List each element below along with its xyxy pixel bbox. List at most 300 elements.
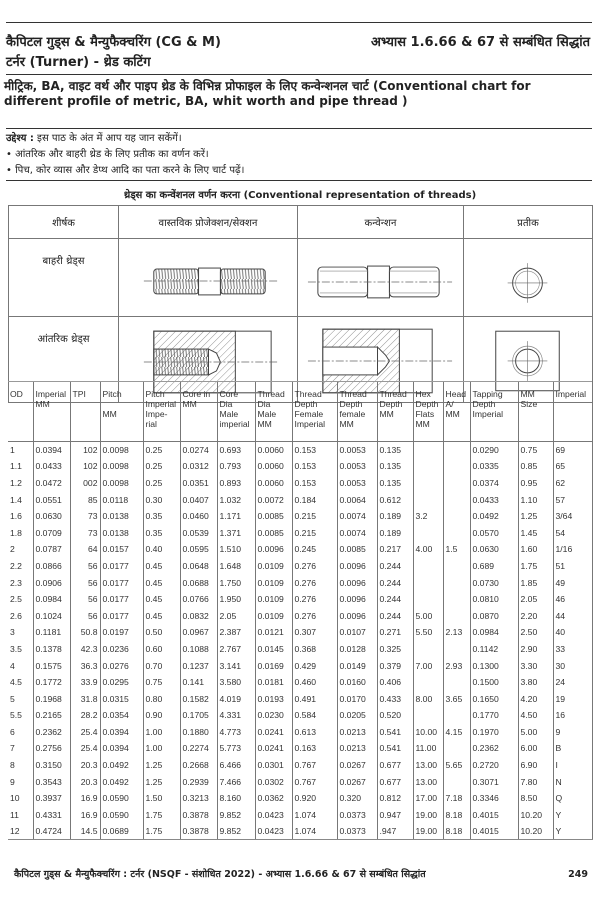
- table-cell: 0.0267: [337, 757, 377, 774]
- table-cell: 3.5: [10, 643, 22, 654]
- table-cell: 0.276: [292, 591, 337, 608]
- table-cell: I: [553, 757, 592, 774]
- col-header: शीर्षक: [9, 206, 119, 239]
- table-cell: 0.35: [143, 524, 180, 541]
- table-row: [8, 773, 592, 790]
- table-cell: 0.70: [143, 657, 180, 674]
- page-number: 249: [568, 869, 588, 880]
- table-cell: 0.1968: [33, 690, 70, 707]
- table-cell: [413, 574, 443, 591]
- table-cell: 17.00: [413, 790, 443, 807]
- table-cell: Y: [553, 807, 592, 824]
- table-cell: 0.1650: [470, 690, 518, 707]
- table-cell: 11: [10, 809, 19, 820]
- table-cell: 0.0492: [100, 773, 143, 790]
- table-cell: 0.693: [217, 442, 255, 459]
- table-cell: 0.0351: [180, 475, 217, 492]
- table-cell: 0.217: [377, 541, 413, 558]
- table-row: [8, 624, 592, 641]
- table-cell: 3.30: [518, 657, 553, 674]
- objective-item: पिच, कोर व्यास और डेप्थ आदि का पता करने के लिए चार्ट पढ़ें।: [15, 165, 245, 176]
- table-cell: 0.0374: [470, 475, 518, 492]
- table-cell: 0.90: [143, 707, 180, 724]
- table-cell: [413, 707, 443, 724]
- table-cell: 0.0170: [337, 690, 377, 707]
- table-cell: N: [553, 773, 592, 790]
- table-cell: 0.0433: [33, 458, 70, 475]
- table-cell: 0.0096: [337, 607, 377, 624]
- table-cell: 0.0074: [337, 524, 377, 541]
- table-row: [8, 641, 592, 658]
- table-cell: 0.3878: [180, 807, 217, 824]
- table-cell: 33: [553, 641, 592, 658]
- table-cell: 0.0053: [337, 442, 377, 459]
- table-cell: [443, 558, 470, 575]
- table-cell: 0.0109: [255, 607, 292, 624]
- table-cell: 0.0121: [255, 624, 292, 641]
- table-cell: 4.5: [10, 677, 22, 688]
- table-cell: 0.491: [292, 690, 337, 707]
- table-cell: 0.3543: [33, 773, 70, 790]
- column-header: Pitch Imperial Impe-rial: [143, 382, 180, 442]
- column-header: Imperial MM: [33, 382, 70, 442]
- table-cell: 56: [70, 591, 100, 608]
- column-header: Thread Depth MM: [377, 382, 413, 442]
- table-cell: 7.00: [413, 657, 443, 674]
- table-cell: 0.2939: [180, 773, 217, 790]
- table-cell: 0.45: [143, 574, 180, 591]
- column-header: MM Size: [518, 382, 553, 442]
- table-row: [8, 690, 592, 707]
- table-cell: 0.0394: [33, 442, 70, 459]
- table-cell: 0.320: [337, 790, 377, 807]
- table-cell: 7: [10, 743, 15, 754]
- table-row: [8, 823, 592, 840]
- table-cell: 85: [70, 491, 100, 508]
- table-cell: [443, 458, 470, 475]
- table-cell: 0.0177: [100, 574, 143, 591]
- table-cell: 0.1582: [180, 690, 217, 707]
- footer-text: कैपिटल गुड्स & मैन्युफैक्चरिंग : टर्नर (NSQF - संशोधित 2022) - अभ्यास 1.6.66 & 67 से सम्बंधित सिद्धांत: [14, 869, 426, 880]
- table-cell: 0.0290: [470, 442, 518, 459]
- table-cell: 0.0085: [255, 508, 292, 525]
- table-cell: [413, 524, 443, 541]
- table-cell: 69: [553, 442, 592, 459]
- table-cell: 0.244: [377, 574, 413, 591]
- table-cell: 28.2: [70, 707, 100, 724]
- table-cell: 0.0072: [255, 491, 292, 508]
- table-cell: 0.95: [518, 475, 553, 492]
- table-cell: [443, 591, 470, 608]
- table-cell: 0.0539: [180, 524, 217, 541]
- table-cell: 0.0590: [100, 790, 143, 807]
- rule: [6, 74, 592, 75]
- table-cell: 1.50: [143, 790, 180, 807]
- table-cell: 1.4: [10, 494, 22, 505]
- table-cell: 0.1237: [180, 657, 217, 674]
- table-cell: 2.6: [10, 610, 22, 621]
- table-cell: 0.0570: [470, 524, 518, 541]
- table-cell: 0.0648: [180, 558, 217, 575]
- table-cell: 1.2: [10, 477, 22, 488]
- table-cell: 5.00: [518, 724, 553, 741]
- table-cell: 0.0394: [100, 724, 143, 741]
- table-row: [8, 475, 592, 492]
- table-cell: 0.0407: [180, 491, 217, 508]
- table-cell: 0.0064: [337, 491, 377, 508]
- col-header: वास्तविक प्रोजेक्शन/सेक्शन: [119, 206, 298, 239]
- table-cell: 0.0373: [337, 823, 377, 840]
- table-cell: 10.20: [518, 807, 553, 824]
- table-cell: 0.0118: [100, 491, 143, 508]
- table-cell: 0.189: [377, 508, 413, 525]
- table-cell: 0.0688: [180, 574, 217, 591]
- page-footer: [14, 868, 588, 881]
- table-cell: 2.3: [10, 577, 22, 588]
- table-cell: 6.00: [518, 740, 553, 757]
- table-cell: 0.3346: [470, 790, 518, 807]
- table-cell: 1/16: [553, 541, 592, 558]
- table-cell: 0.85: [518, 458, 553, 475]
- table-cell: 30: [553, 657, 592, 674]
- table-cell: 3.80: [518, 674, 553, 691]
- objective-item: आंतरिक और बाहरी थ्रेड के लिए प्रतीक का वर्णन करें।: [15, 149, 209, 160]
- table-cell: 0.0766: [180, 591, 217, 608]
- row-label: आंतरिक थ्रेड्स: [9, 317, 119, 403]
- table-cell: 10: [10, 793, 20, 804]
- table-cell: 1.25: [143, 757, 180, 774]
- table-cell: 73: [70, 508, 100, 525]
- table-cell: 0.0551: [33, 491, 70, 508]
- table-cell: 0.520: [377, 707, 413, 724]
- column-header: Thread Depth Female Imperial: [292, 382, 337, 442]
- table-cell: 0.135: [377, 475, 413, 492]
- table-row: [8, 442, 592, 459]
- table-cell: 54: [553, 524, 592, 541]
- table-cell: 0.0213: [337, 724, 377, 741]
- table-cell: 19.00: [413, 807, 443, 824]
- course-title: कैपिटल गुड्स & मैन्युफैक्चरिंग (CG & M): [6, 35, 221, 50]
- table-cell: [443, 508, 470, 525]
- table-cell: 3.141: [217, 657, 255, 674]
- table-cell: 0.0096: [337, 591, 377, 608]
- column-header: Thread Depth female MM: [337, 382, 377, 442]
- table-cell: 0.0109: [255, 591, 292, 608]
- table-cell: 4.331: [217, 707, 255, 724]
- table-cell: 0.0906: [33, 574, 70, 591]
- table-cell: 1.75: [143, 807, 180, 824]
- table-cell: [443, 773, 470, 790]
- table-cell: 0.0274: [180, 442, 217, 459]
- table-cell: 13.00: [413, 757, 443, 774]
- column-header: TPI: [70, 382, 100, 442]
- table-cell: 0.0787: [33, 541, 70, 558]
- table-cell: 0.184: [292, 491, 337, 508]
- table-cell: 1.950: [217, 591, 255, 608]
- table-cell: [443, 607, 470, 624]
- table-cell: 0.25: [143, 475, 180, 492]
- table-cell: 0.0096: [337, 558, 377, 575]
- table-cell: 4.15: [443, 724, 470, 741]
- table-cell: 0.0689: [100, 823, 143, 840]
- table-cell: 0.2362: [470, 740, 518, 757]
- table-cell: 0.793: [217, 458, 255, 475]
- column-header: OD: [8, 382, 33, 442]
- table-cell: 0.0810: [470, 591, 518, 608]
- table-cell: 1.510: [217, 541, 255, 558]
- table-cell: 36.3: [70, 657, 100, 674]
- table-row: [8, 558, 592, 575]
- table-cell: 0.460: [292, 674, 337, 691]
- exercise-ref: अभ्यास 1.6.66 & 67 से सम्बंधित सिद्धांत: [371, 35, 590, 50]
- table-cell: 0.541: [377, 740, 413, 757]
- table-cell: 0.3150: [33, 757, 70, 774]
- external-thread-symbol: [464, 239, 593, 317]
- table-cell: 0.0373: [337, 807, 377, 824]
- table-cell: 0.0177: [100, 591, 143, 608]
- table-cell: 0.0107: [337, 624, 377, 641]
- table-cell: 5.50: [413, 624, 443, 641]
- table-cell: 0.245: [292, 541, 337, 558]
- table-cell: 0.1142: [470, 641, 518, 658]
- table-cell: 31.8: [70, 690, 100, 707]
- table-cell: 0.4724: [33, 823, 70, 840]
- table-cell: 1.85: [518, 574, 553, 591]
- table-row: [8, 541, 592, 558]
- table-cell: 1.171: [217, 508, 255, 525]
- table-cell: 3: [10, 627, 15, 638]
- table-cell: [413, 475, 443, 492]
- table-cell: 0.379: [377, 657, 413, 674]
- table-cell: 7.80: [518, 773, 553, 790]
- table-cell: 0.677: [377, 757, 413, 774]
- table-cell: 5: [10, 693, 15, 704]
- table-cell: 0.215: [292, 508, 337, 525]
- table-cell: 1.25: [143, 773, 180, 790]
- table-cell: 4.50: [518, 707, 553, 724]
- table-cell: 0.0177: [100, 558, 143, 575]
- table-cell: 0.0362: [255, 790, 292, 807]
- table-cell: 0.2165: [33, 707, 70, 724]
- table-cell: 1.5: [443, 541, 470, 558]
- table-cell: 0.0205: [337, 707, 377, 724]
- table-cell: 49: [553, 574, 592, 591]
- table-cell: 2.05: [217, 607, 255, 624]
- table-cell: 0.0870: [470, 607, 518, 624]
- table-cell: 0.406: [377, 674, 413, 691]
- trade-title: टर्नर (Turner) - थ्रेड कटिंग: [6, 55, 151, 70]
- table-cell: 0.2668: [180, 757, 217, 774]
- table-cell: 8: [10, 760, 15, 771]
- table-cell: 0.812: [377, 790, 413, 807]
- table-cell: 0.0138: [100, 524, 143, 541]
- table-cell: 0.612: [377, 491, 413, 508]
- table-cell: 9: [10, 776, 15, 787]
- conventional-representation-table: [8, 205, 593, 403]
- table-cell: 5.773: [217, 740, 255, 757]
- table-cell: 0.276: [292, 574, 337, 591]
- table-cell: .947: [377, 823, 413, 840]
- table-row: [8, 707, 592, 724]
- table-row: [8, 491, 592, 508]
- table-cell: 0.244: [377, 607, 413, 624]
- table-cell: 0.0193: [255, 690, 292, 707]
- table-cell: 7.18: [443, 790, 470, 807]
- table-cell: 1.25: [518, 508, 553, 525]
- table-cell: 2.50: [518, 624, 553, 641]
- table-cell: 0.80: [143, 690, 180, 707]
- table-row: [8, 607, 592, 624]
- table-cell: 0.893: [217, 475, 255, 492]
- table-cell: [443, 674, 470, 691]
- external-thread-convention: [298, 239, 464, 317]
- table-cell: [443, 475, 470, 492]
- thread-data-table: [8, 381, 593, 840]
- table-cell: 0.271: [377, 624, 413, 641]
- table-cell: 0.1575: [33, 657, 70, 674]
- table-cell: 10.20: [518, 823, 553, 840]
- table-cell: 6.90: [518, 757, 553, 774]
- table-cell: 3/64: [553, 508, 592, 525]
- column-header: Pitch MM: [100, 382, 143, 442]
- table-cell: 0.0630: [470, 541, 518, 558]
- table-cell: 0.45: [143, 607, 180, 624]
- page-title-line1: मीट्रिक, BA, वाइट वर्थ और पाइप थ्रेड के विभिन्न प्रोफाइल के लिए कन्वेन्शनल चार्ट (Conventional chart: [4, 79, 507, 93]
- table-cell: [443, 641, 470, 658]
- table-cell: 1.371: [217, 524, 255, 541]
- table-cell: 4.20: [518, 690, 553, 707]
- table-cell: 0.0302: [255, 773, 292, 790]
- table-cell: 0.45: [143, 591, 180, 608]
- table-cell: 2.05: [518, 591, 553, 608]
- table-cell: 0.0098: [100, 475, 143, 492]
- table-cell: 0.429: [292, 657, 337, 674]
- rule: [6, 180, 592, 181]
- table-cell: 16.9: [70, 807, 100, 824]
- table-cell: [443, 491, 470, 508]
- table-cell: 0.135: [377, 442, 413, 459]
- table-cell: 51: [553, 558, 592, 575]
- table-row: [8, 807, 592, 824]
- table-cell: 0.1970: [470, 724, 518, 741]
- external-thread-convention-drawing: [298, 239, 463, 315]
- table-cell: 0.0630: [33, 508, 70, 525]
- table-cell: 0.75: [143, 674, 180, 691]
- table-cell: 1.00: [143, 724, 180, 741]
- table-cell: 0.0157: [100, 541, 143, 558]
- objectives-label: उद्देश्य :: [6, 133, 34, 144]
- table-cell: 0.325: [377, 641, 413, 658]
- table-cell: 2.90: [518, 641, 553, 658]
- table-cell: 0.0460: [180, 508, 217, 525]
- table-cell: 0.0085: [255, 524, 292, 541]
- table-cell: 25.4: [70, 740, 100, 757]
- table-cell: 0.541: [377, 724, 413, 741]
- table-cell: 0.0053: [337, 475, 377, 492]
- table-cell: 0.0276: [100, 657, 143, 674]
- table-cell: 1.074: [292, 807, 337, 824]
- column-header: Tapping Depth Imperial: [470, 382, 518, 442]
- table-cell: 6: [10, 726, 15, 737]
- table-cell: 0.613: [292, 724, 337, 741]
- table-cell: 0.947: [377, 807, 413, 824]
- table-cell: [443, 524, 470, 541]
- table-cell: 2.5: [10, 594, 22, 605]
- table-cell: 0.0984: [470, 624, 518, 641]
- table-cell: 1.60: [518, 541, 553, 558]
- external-thread-symbol-drawing: [464, 239, 592, 315]
- column-header: Imperial: [553, 382, 592, 442]
- table-cell: 1.032: [217, 491, 255, 508]
- table-cell: 1: [10, 445, 15, 456]
- table-cell: 0.153: [292, 475, 337, 492]
- table-cell: 9.852: [217, 823, 255, 840]
- table-cell: 0.0074: [337, 508, 377, 525]
- table-cell: 56: [70, 574, 100, 591]
- table-cell: 0.0335: [470, 458, 518, 475]
- table-cell: 0.1088: [180, 641, 217, 658]
- table-cell: 2.387: [217, 624, 255, 641]
- table-cell: 33.9: [70, 674, 100, 691]
- table-cell: 4: [10, 660, 15, 671]
- table-cell: 0.0096: [255, 541, 292, 558]
- table-cell: 0.244: [377, 591, 413, 608]
- table-cell: 1.8: [10, 527, 22, 538]
- table-cell: [413, 491, 443, 508]
- table-cell: [443, 442, 470, 459]
- objectives: उद्देश्य : इस पाठ के अंत में आप यह जान सकेंगें। • आंतरिक और बाहरी थ्रेड के लिए प्रतीक का वर्णन करें। • पिच, कोर व्यास और डेप्थ आदि का पता करने के लिए चार्ट पढ़ें।: [6, 133, 245, 176]
- table-cell: 7.466: [217, 773, 255, 790]
- table-cell: 40: [553, 624, 592, 641]
- table-row: [8, 458, 592, 475]
- table-cell: 0.3878: [180, 823, 217, 840]
- table-cell: 4.773: [217, 724, 255, 741]
- table-cell: 102: [70, 458, 100, 475]
- table-cell: 0.0060: [255, 475, 292, 492]
- table-cell: 0.1705: [180, 707, 217, 724]
- table-cell: 0.4015: [470, 823, 518, 840]
- table-cell: 0.35: [143, 508, 180, 525]
- table-cell: 8.18: [443, 807, 470, 824]
- table-cell: 0.1181: [33, 624, 70, 641]
- rule: [6, 128, 592, 129]
- table-cell: 12: [8, 823, 33, 840]
- col-header: कन्वेन्शन: [298, 206, 464, 239]
- table-row: [8, 657, 592, 674]
- table-cell: 0.0241: [255, 740, 292, 757]
- table-cell: 0.0472: [33, 475, 70, 492]
- table-row: [8, 591, 592, 608]
- table-cell: 0.433: [377, 690, 413, 707]
- table-cell: 2.13: [443, 624, 470, 641]
- table-cell: 1.648: [217, 558, 255, 575]
- table-cell: 20.3: [70, 773, 100, 790]
- table-cell: 3.65: [443, 690, 470, 707]
- table-cell: 3.580: [217, 674, 255, 691]
- table-cell: 0.25: [143, 458, 180, 475]
- external-thread-drawing: [119, 239, 297, 315]
- table-cell: 0.0230: [255, 707, 292, 724]
- table-cell: 0.163: [292, 740, 337, 757]
- page-title: [4, 79, 592, 109]
- table-cell: Y: [553, 823, 592, 840]
- table-cell: 50.8: [70, 624, 100, 641]
- table-cell: 0.45: [143, 558, 180, 575]
- table-cell: [413, 442, 443, 459]
- table-cell: 19: [553, 690, 592, 707]
- table-cell: 0.1770: [470, 707, 518, 724]
- table-cell: 0.0060: [255, 458, 292, 475]
